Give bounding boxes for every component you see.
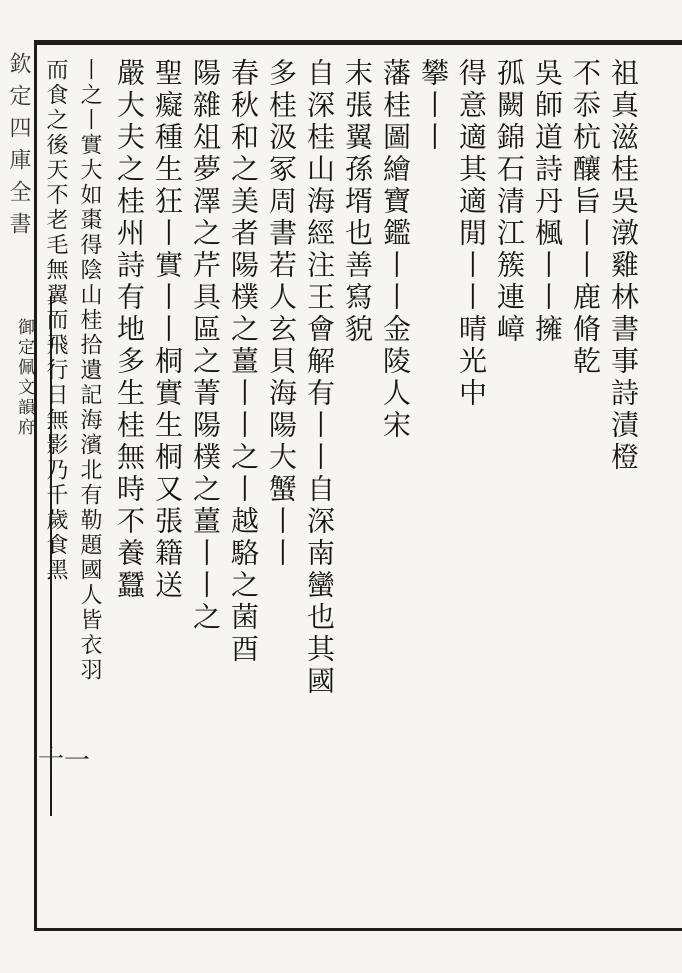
- footer-rule: [34, 928, 682, 931]
- text-column: 攀丨丨: [417, 58, 450, 154]
- text-column: 聖癡種生狂丨實丨丨桐實生桐又張籍送: [151, 58, 184, 602]
- frame-left-rule: [34, 40, 37, 931]
- text-column: 自深桂山海經注王會解有丨丨自深南蠻也其國: [303, 58, 336, 698]
- text-column: 吳師道詩丹楓丨丨擁: [531, 58, 564, 346]
- margin-book-subtitle: 御定佩文韻府: [14, 318, 34, 438]
- text-column: 藩桂圖繪寶鑑丨丨金陵人宋: [379, 58, 412, 442]
- text-column: 嚴大夫之桂州詩有地多生桂無時不養蠶: [113, 58, 146, 602]
- text-column: 末張翼孫壻也善寫貌: [341, 58, 374, 346]
- text-column: 多桂汲冢周書若人玄貝海陽大蟹丨丨: [265, 58, 298, 570]
- text-column: 祖真滋桂吳潡雞林書事詩漬橙: [607, 58, 640, 474]
- text-column: 春秋和之美者陽樸之薑丨丨之丨越駱之菌酉: [227, 58, 260, 666]
- text-column: 不忝杭釀旨丨丨鹿脩乾: [569, 58, 602, 378]
- text-column: 得意適其適閒丨丨晴光中: [455, 58, 488, 410]
- text-column: 丨之丨實大如棗得陰山桂拾遺記海濱北有勒題國人皆衣羽: [77, 58, 102, 683]
- header-rule: [34, 40, 682, 45]
- folio-number: 十一: [38, 746, 91, 776]
- text-column: 而食之後天不老毛無翼而飛行日無影乃千歲食黑: [43, 58, 68, 583]
- text-column: 陽雜俎夢澤之芹具區之菁陽樸之薑丨丨之: [189, 58, 222, 634]
- margin-book-title: 欽定四庫全書: [6, 52, 31, 244]
- text-column: 孤闕錦石清江簇連嶂: [493, 58, 526, 346]
